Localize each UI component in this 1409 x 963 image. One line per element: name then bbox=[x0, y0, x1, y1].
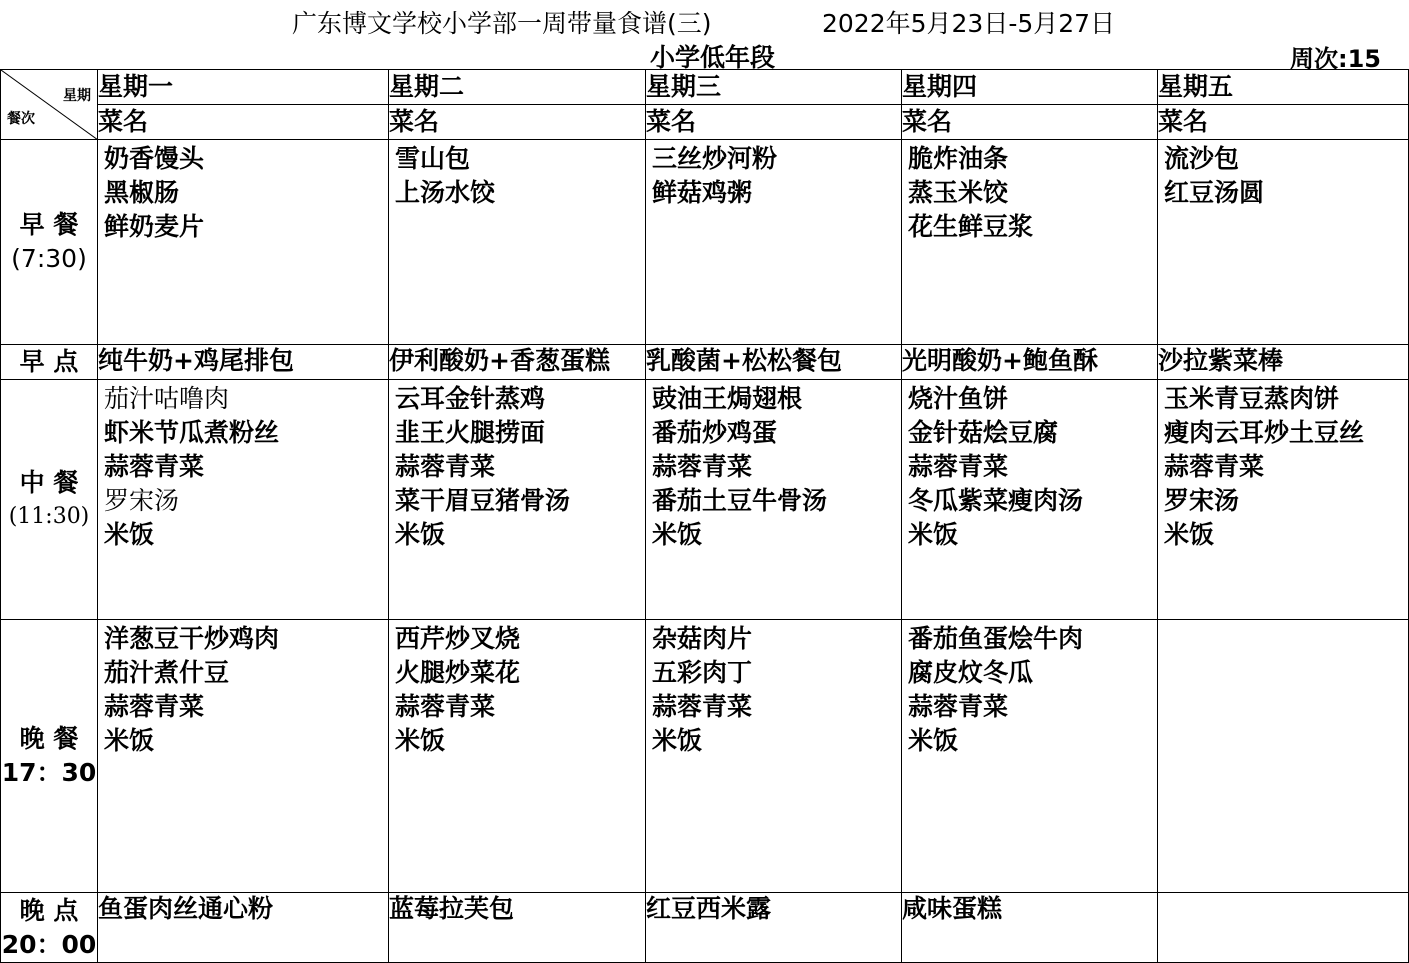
dish-item: 米饭 bbox=[908, 520, 959, 549]
corner-day-label: 星期 bbox=[63, 88, 91, 104]
dish-list bbox=[1158, 140, 1408, 210]
meal-time: 17：30 bbox=[1, 758, 97, 787]
dish-item: 蒜蓉青菜 bbox=[1164, 452, 1265, 481]
meal-name: 早 餐 bbox=[19, 210, 79, 239]
dish-list bbox=[389, 620, 645, 758]
meal-time: (7:30) bbox=[11, 244, 87, 273]
dish-item: 金针菇烩豆腐 bbox=[908, 418, 1059, 447]
lunch-row bbox=[1, 380, 1409, 620]
dish-list bbox=[902, 620, 1157, 758]
week-number: 周次:15 bbox=[1290, 45, 1381, 73]
dish-item: 花生鲜豆浆 bbox=[908, 212, 1034, 241]
date-range: 2022年5月23日-5月27日 bbox=[822, 9, 1116, 38]
snack-item: 鱼蛋肉丝通心粉 bbox=[98, 893, 389, 963]
dish-item: 菜干眉豆猪骨汤 bbox=[395, 486, 571, 515]
dish-item: 奶香馒头 bbox=[104, 144, 205, 173]
dish-item: 冬瓜紫菜瘦肉汤 bbox=[908, 486, 1084, 515]
morning-snack-row bbox=[1, 345, 1409, 380]
dish-item: 雪山包 bbox=[395, 144, 471, 173]
corner-meal-label: 餐次 bbox=[7, 111, 35, 127]
menu-cell bbox=[1158, 140, 1409, 345]
dish-item: 杂菇肉片 bbox=[652, 624, 753, 653]
dish-item: 三丝炒河粉 bbox=[652, 144, 778, 173]
meal-time: (11:30) bbox=[8, 503, 90, 529]
dish-item: 茄汁咕噜肉 bbox=[104, 384, 230, 413]
day-thursday: 星期四 bbox=[902, 70, 1158, 105]
meal-name: 晚 点 bbox=[19, 895, 79, 925]
dish-item: 罗宋汤 bbox=[104, 486, 180, 515]
dish-item: 罗宋汤 bbox=[1164, 486, 1240, 515]
corner-cell bbox=[1, 70, 98, 140]
dish-item: 五彩肉丁 bbox=[652, 658, 753, 687]
dish-item: 虾米节瓜煮粉丝 bbox=[104, 418, 280, 447]
dish-item: 韭王火腿捞面 bbox=[395, 418, 546, 447]
breakfast-row bbox=[1, 140, 1409, 345]
meal-time: 20：00 bbox=[1, 929, 97, 959]
menu-cell bbox=[902, 620, 1158, 893]
dish-item: 红豆汤圆 bbox=[1164, 178, 1265, 207]
dish-item: 米饭 bbox=[104, 726, 155, 755]
day-header-row bbox=[1, 70, 1409, 105]
snack-item: 蓝莓拉芙包 bbox=[389, 893, 646, 963]
menu-cell bbox=[389, 140, 646, 345]
dish-item: 鲜奶麦片 bbox=[104, 212, 205, 241]
meal-label-morning-snack bbox=[1, 345, 98, 380]
menu-cell bbox=[646, 620, 902, 893]
menu-cell bbox=[646, 380, 902, 620]
dish-item: 脆炸油条 bbox=[908, 144, 1009, 173]
dish-item: 蒜蓉青菜 bbox=[652, 692, 753, 721]
menu-cell bbox=[98, 380, 389, 620]
dish-header: 菜名 bbox=[902, 105, 1158, 140]
day-monday: 星期一 bbox=[98, 70, 389, 105]
dish-item: 蒜蓉青菜 bbox=[652, 452, 753, 481]
menu-cell bbox=[389, 620, 646, 893]
dish-item: 瘦肉云耳炒土豆丝 bbox=[1164, 418, 1365, 447]
dish-list bbox=[389, 380, 645, 552]
dish-item: 蒸玉米饺 bbox=[908, 178, 1009, 207]
dish-item: 米饭 bbox=[652, 726, 703, 755]
meal-label-dinner bbox=[1, 620, 98, 893]
menu-cell bbox=[98, 620, 389, 893]
dish-item: 烧汁鱼饼 bbox=[908, 384, 1009, 413]
menu-cell bbox=[902, 140, 1158, 345]
dinner-row bbox=[1, 620, 1409, 893]
dish-list bbox=[902, 380, 1157, 552]
snack-item: 纯牛奶+鸡尾排包 bbox=[98, 345, 389, 380]
dish-item: 米饭 bbox=[104, 520, 155, 549]
dish-item: 云耳金针蒸鸡 bbox=[395, 384, 546, 413]
menu-cell bbox=[389, 380, 646, 620]
snack-item: 乳酸菌+松松餐包 bbox=[646, 345, 902, 380]
dish-header: 菜名 bbox=[1158, 105, 1409, 140]
dish-item: 蒜蓉青菜 bbox=[104, 452, 205, 481]
dish-list bbox=[646, 380, 901, 552]
dish-item: 番茄炒鸡蛋 bbox=[652, 418, 778, 447]
dish-item: 蒜蓉青菜 bbox=[104, 692, 205, 721]
snack-item bbox=[1158, 893, 1409, 963]
dish-header-row bbox=[1, 105, 1409, 140]
menu-cell bbox=[646, 140, 902, 345]
dish-item: 流沙包 bbox=[1164, 144, 1240, 173]
dish-header: 菜名 bbox=[646, 105, 902, 140]
dish-header: 菜名 bbox=[389, 105, 646, 140]
snack-item: 红豆西米露 bbox=[646, 893, 902, 963]
dish-item: 蒜蓉青菜 bbox=[395, 692, 496, 721]
dish-list bbox=[646, 620, 901, 758]
snack-item: 伊利酸奶+香葱蛋糕 bbox=[389, 345, 646, 380]
dish-item: 上汤水饺 bbox=[395, 178, 496, 207]
dish-list bbox=[98, 620, 388, 758]
dish-list bbox=[902, 140, 1157, 244]
dish-item: 火腿炒菜花 bbox=[395, 658, 521, 687]
menu-cell-empty bbox=[1158, 620, 1409, 893]
evening-snack-row bbox=[1, 893, 1409, 963]
dish-item: 玉米青豆蒸肉饼 bbox=[1164, 384, 1340, 413]
dish-list bbox=[98, 140, 388, 244]
dish-item: 鲜菇鸡粥 bbox=[652, 178, 753, 207]
dish-list bbox=[1158, 380, 1408, 552]
dish-item: 番茄土豆牛骨汤 bbox=[652, 486, 828, 515]
dish-item: 米饭 bbox=[395, 520, 446, 549]
snack-item: 咸味蛋糕 bbox=[902, 893, 1158, 963]
dish-item: 豉油王焗翅根 bbox=[652, 384, 803, 413]
dish-item: 米饭 bbox=[652, 520, 703, 549]
grade-subtitle: 小学低年段 bbox=[650, 43, 776, 72]
menu-title: 广东博文学校小学部一周带量食谱(三) bbox=[292, 9, 712, 38]
dish-item: 腐皮炆冬瓜 bbox=[908, 658, 1034, 687]
meal-label-breakfast bbox=[1, 140, 98, 345]
menu-cell bbox=[902, 380, 1158, 620]
menu-cell bbox=[98, 140, 389, 345]
snack-item: 光明酸奶+鲍鱼酥 bbox=[902, 345, 1158, 380]
dish-item: 番茄鱼蛋烩牛肉 bbox=[908, 624, 1084, 653]
dish-item: 西芹炒叉烧 bbox=[395, 624, 521, 653]
meal-name: 中 餐 bbox=[19, 467, 79, 497]
day-wednesday: 星期三 bbox=[646, 70, 902, 105]
dish-item: 蒜蓉青菜 bbox=[395, 452, 496, 481]
day-friday: 星期五 bbox=[1158, 70, 1409, 105]
meal-name: 早 点 bbox=[19, 347, 79, 376]
dish-item: 蒜蓉青菜 bbox=[908, 452, 1009, 481]
dish-item: 米饭 bbox=[395, 726, 446, 755]
dish-item: 黑椒肠 bbox=[104, 178, 180, 207]
dish-list bbox=[646, 140, 901, 210]
dish-item: 米饭 bbox=[1164, 520, 1215, 549]
day-tuesday: 星期二 bbox=[389, 70, 646, 105]
meal-label-evening-snack bbox=[1, 893, 98, 963]
dish-header: 菜名 bbox=[98, 105, 389, 140]
meal-label-lunch bbox=[1, 380, 98, 620]
dish-item: 米饭 bbox=[908, 726, 959, 755]
dish-list bbox=[389, 140, 645, 210]
menu-cell bbox=[1158, 380, 1409, 620]
dish-item: 洋葱豆干炒鸡肉 bbox=[104, 624, 280, 653]
dish-item: 蒜蓉青菜 bbox=[908, 692, 1009, 721]
dish-list bbox=[98, 380, 388, 552]
snack-item: 沙拉紫菜棒 bbox=[1158, 345, 1409, 380]
weekly-menu-table bbox=[0, 69, 1409, 963]
dish-item: 茄汁煮什豆 bbox=[104, 658, 230, 687]
meal-name: 晚 餐 bbox=[19, 724, 79, 753]
